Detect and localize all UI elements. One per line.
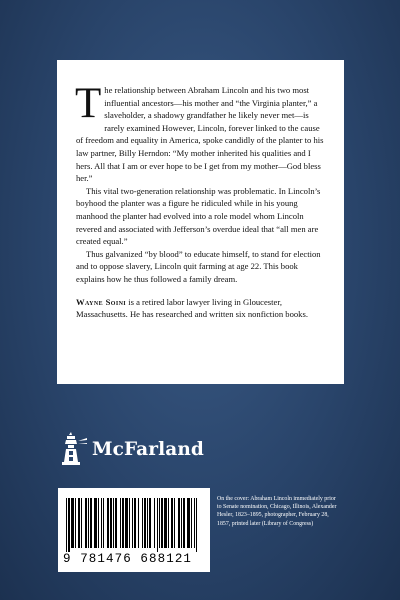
barcode-bar (66, 498, 67, 552)
barcode-bar (159, 498, 160, 548)
barcode-bar (81, 498, 82, 548)
isbn-number: 9 781476 688121 (63, 552, 193, 566)
description-paragraph-1 (75, 80, 328, 185)
barcode-bar (196, 498, 197, 552)
barcode-bar (164, 498, 167, 548)
barcode-bar (120, 498, 121, 548)
author-name: Wayne Soini (76, 296, 127, 307)
barcode-bar (98, 498, 99, 548)
barcode-bar (68, 498, 70, 552)
publisher-name: McFarland (92, 438, 204, 460)
barcode-bar (157, 498, 158, 552)
barcode-bar (78, 498, 80, 548)
publisher-logo (60, 432, 204, 466)
barcode-bar (178, 498, 180, 548)
barcode-bar (183, 498, 185, 548)
barcode-bar (94, 498, 97, 548)
cover-credit-note: On the cover: Abraham Lincoln immediately prior to Senate nomination, Chicago, Illinois, Alexander Hesler, 1823–1895, photographer, February 28, 1857, printed later (Library of Congress) (217, 496, 337, 527)
barcode-bar (125, 498, 128, 548)
barcode-bar (147, 498, 148, 548)
barcode-bar (174, 498, 175, 548)
barcode-bar (132, 498, 133, 548)
barcode-bar (75, 498, 76, 548)
barcode-bar (101, 498, 102, 548)
barcode-bar (71, 498, 74, 548)
author-bio (76, 296, 328, 321)
barcode-bar (194, 498, 195, 548)
barcode-bar (107, 498, 109, 548)
barcode-bar (134, 498, 136, 548)
author-bio-text: is a retired labor lawyer living in Gloucester, Massachusetts. He has researched and written six nonfiction books. (76, 296, 308, 320)
barcode-bar (113, 498, 114, 548)
barcode-bar (138, 498, 139, 548)
barcode-bar (142, 498, 143, 548)
barcode-bar (144, 498, 146, 548)
lighthouse-logo-icon (60, 432, 88, 466)
barcode-bar (129, 498, 130, 548)
description-panel (57, 60, 344, 384)
description-paragraph-2: This vital two-generation relationship was problematic. In Lincoln’s boyhood the planter was a figure he ridiculed while in his young manhood the planter had evolved into a role model whom Lincoln revered and associated with Jefferson’s overdue ideal that “all men are created equal.” (76, 185, 321, 247)
drop-cap: T (75, 80, 102, 127)
barcode-bar (90, 498, 92, 548)
barcode-bar (85, 498, 87, 548)
description-text-1: he relationship between Abraham Lincoln and his two most influential ancestors—his mother and “the Virginia planter,” a slaveholder, a shadowy grandfather he likely never met—is rarely examined However, Lincoln, forever linked to the cause of freedom and equality in America, spoke candidly of the planter to his law partner, Billy Herndon: “My mother inherited his qualities and I hers. All that I am or ever hope to be I get from my mother—God bless her.” (76, 85, 324, 184)
barcode-bar (191, 498, 192, 548)
barcode-bar (154, 498, 155, 548)
isbn-barcode (58, 488, 210, 572)
barcode-bar (187, 498, 190, 548)
barcode-bar (171, 498, 173, 548)
barcode-bars (64, 498, 204, 552)
barcode-bar (115, 498, 117, 548)
barcode-bar (88, 498, 89, 548)
barcode-bar (168, 498, 169, 548)
barcode-bar (181, 498, 182, 548)
barcode-bar (149, 498, 151, 548)
barcode-bar (161, 498, 163, 548)
barcode-bar (122, 498, 124, 548)
barcode-bar (103, 498, 104, 548)
description-paragraph-3: Thus galvanized “by blood” to educate himself, to stand for election and to oppose slavery, Lincoln quit farming at age 22. This book explains how he thus followed a family dream. (76, 248, 321, 284)
barcode-bar (110, 498, 112, 548)
